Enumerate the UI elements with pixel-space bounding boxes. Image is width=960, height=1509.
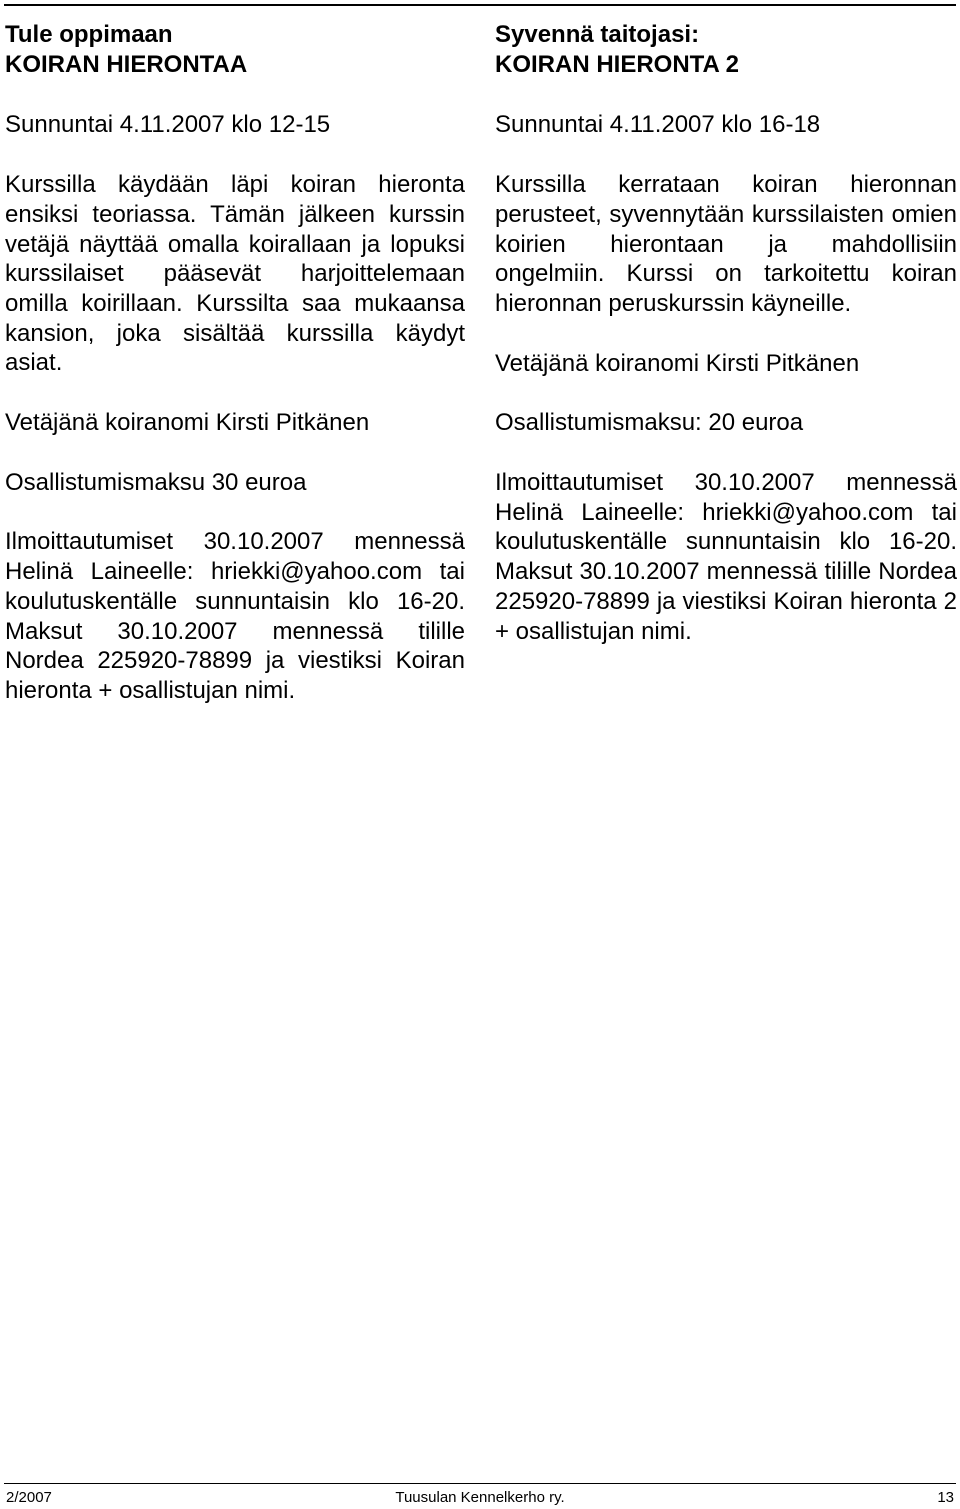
right-course-description: Kurssilla kerrataan koiran hieronnan perusteet, syvennytään kurssilaisten omien koirien hierontaan ja mahdollisiin ongelmiin. Kurssi on tarkoitettu koiran hieronnan peruskurssin käyneille. bbox=[495, 171, 957, 317]
right-course-leader: Vetäjänä koiranomi Kirsti Pitkänen bbox=[495, 349, 860, 377]
right-course-heading bbox=[495, 20, 957, 79]
right-course-heading-line1: Syvennä taitojasi: bbox=[495, 21, 700, 48]
left-course-heading-line2: KOIRAN HIERONTAA bbox=[5, 50, 248, 78]
footer-page-number: 13 bbox=[937, 1489, 954, 1506]
left-course-description: Kurssilla käydään läpi koiran hieronta ensiksi teoriassa. Tämän jälkeen kurssin vetäjä näyttää omalla koirallaan ja lopuksi kurssilaiset pääsevät harjoittelemaan omilla koirillaan. Kurssilta saa mukaansa kansion, joka sisältää kurssilla käydyt asiat. bbox=[5, 171, 465, 377]
right-course-registration: Ilmoittautumiset 30.10.2007 mennessä Helinä Laineelle: hriekki@yahoo.com tai koulutuskentälle sunnuntaisin klo 16-20. Maksut 30.10.2007 mennessä tilille Nordea 225920-78899 ja viestiksi Koiran hieronta 2 + osallistujan nimi. bbox=[495, 469, 957, 645]
left-course-heading bbox=[5, 20, 465, 79]
left-course-registration: Ilmoittautumiset 30.10.2007 mennessä Helinä Laineelle: hriekki@yahoo.com tai koulutuskentälle sunnuntaisin klo 16-20. Maksut 30.10.2007 mennessä tilille Nordea 225920-78899 ja viestiksi Koiran hieronta + osallistujan nimi. bbox=[5, 528, 465, 704]
right-course-fee: Osallistumismaksu: 20 euroa bbox=[495, 409, 804, 437]
footer-publisher: Tuusulan Kennelkerho ry. bbox=[395, 1489, 565, 1506]
left-course-heading-line1: Tule oppimaan bbox=[5, 21, 173, 48]
top-rule bbox=[4, 4, 956, 6]
left-course-fee: Osallistumismaksu 30 euroa bbox=[5, 468, 307, 496]
right-course-heading-line2: KOIRAN HIERONTA 2 bbox=[495, 50, 740, 78]
right-course-column bbox=[495, 20, 957, 646]
footer-rule bbox=[4, 1483, 956, 1484]
left-course-date: Sunnuntai 4.11.2007 klo 12-15 bbox=[5, 111, 331, 139]
left-course-leader: Vetäjänä koiranomi Kirsti Pitkänen bbox=[5, 409, 370, 437]
right-course-date: Sunnuntai 4.11.2007 klo 16-18 bbox=[495, 111, 821, 139]
left-course-column bbox=[5, 20, 465, 706]
footer-issue: 2/2007 bbox=[6, 1489, 52, 1506]
